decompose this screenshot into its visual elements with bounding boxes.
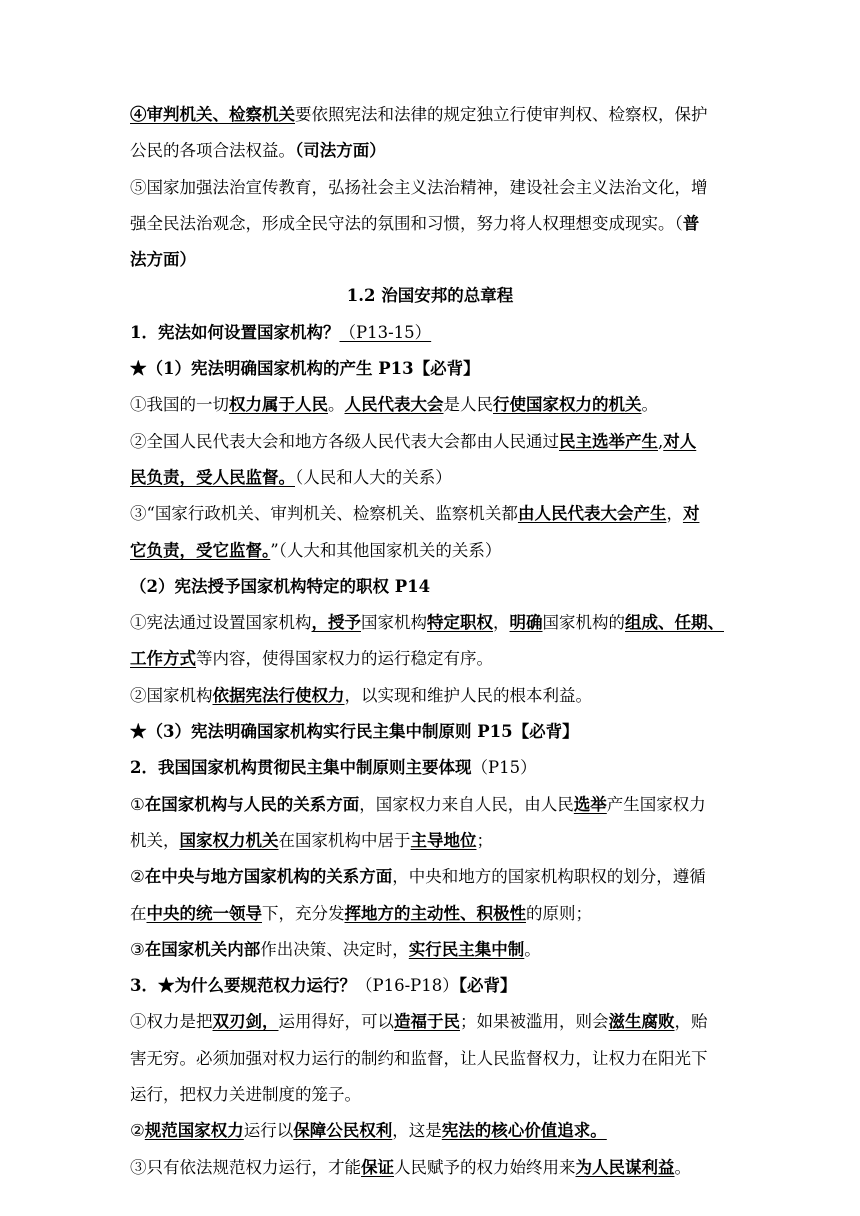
emphasis-span: 权力属于人民 bbox=[229, 395, 328, 415]
text-span: ”（人大和其他国家机关的关系） bbox=[270, 540, 502, 560]
text-span: 是人民 bbox=[443, 395, 493, 415]
emphasis-span: 选举 bbox=[573, 794, 607, 814]
text-span: 产生国家权力 bbox=[606, 794, 706, 814]
text-span: ，中央和地方的国家机构职权的划分，遵循 bbox=[392, 867, 706, 887]
emphasis-span: 普 bbox=[682, 213, 700, 233]
text-span: 下，充分发 bbox=[262, 903, 345, 923]
text-span: 运用得好，可以 bbox=[278, 1012, 394, 1032]
text-line bbox=[130, 170, 730, 206]
text-span: ⑤国家加强法治宣传教育，弘扬社会主义法治精神，建设社会主义法治文化，增 bbox=[130, 177, 708, 197]
emphasis-span: 规范国家权力 bbox=[144, 1121, 244, 1141]
emphasis-span: （司法方面） bbox=[295, 141, 386, 161]
emphasis-span: 由人民代表大会产生 bbox=[517, 504, 667, 524]
emphasis-span: 3．★为什么要规范权力运行？ bbox=[130, 976, 356, 996]
text-line bbox=[130, 605, 730, 641]
text-line bbox=[130, 569, 730, 605]
text-line bbox=[130, 1150, 730, 1186]
emphasis-span: 国家权力机关 bbox=[179, 830, 279, 850]
text-span: ②全国人民代表大会和地方各级人民代表大会都由人民通过 bbox=[130, 431, 559, 451]
text-span: ，贻 bbox=[674, 1012, 708, 1032]
text-line bbox=[130, 678, 730, 714]
text-line bbox=[130, 641, 730, 677]
text-span: 作出决策、决定时， bbox=[260, 939, 409, 959]
emphasis-span: 双刃剑， bbox=[212, 1012, 279, 1032]
emphasis-span: 宪法的核心价值追求。 bbox=[441, 1121, 607, 1141]
emphasis-span: 滋生腐败 bbox=[608, 1012, 675, 1032]
text-span: 要依照宪法和法律的规定独立行使审判权、检察权，保护 bbox=[295, 105, 708, 124]
emphasis-span: 保障公民权利 bbox=[293, 1121, 393, 1141]
emphasis-span: ★（1）宪法明确国家机构的产生 P13【必背】 bbox=[130, 359, 480, 379]
emphasis-span: 中央的统一领导 bbox=[146, 903, 262, 923]
emphasis-span: 明确 bbox=[509, 613, 543, 633]
text-span: （人民和人大的关系） bbox=[295, 467, 452, 487]
text-span: 强全民法治观念，形成全民守法的氛围和习惯，努力将人权理想变成现实。（ bbox=[130, 213, 683, 233]
text-span: , bbox=[658, 431, 664, 451]
emphasis-span: 挥地方的主动性、积极性 bbox=[344, 903, 526, 923]
text-span: 机关， bbox=[130, 830, 180, 850]
emphasis-span: 1．宪法如何设置国家机构？ bbox=[130, 322, 340, 342]
document-page bbox=[130, 97, 730, 1186]
text-line bbox=[130, 496, 730, 532]
emphasis-span: 对人 bbox=[663, 431, 697, 451]
text-span: 。 bbox=[524, 939, 541, 959]
text-line bbox=[130, 97, 730, 133]
text-line bbox=[130, 460, 730, 496]
text-span: ①权力是把 bbox=[130, 1012, 213, 1032]
text-line bbox=[130, 387, 730, 423]
emphasis-span: 它负责，受它监督。 bbox=[130, 540, 271, 560]
text-span: 人民赋予的权力始终用来 bbox=[394, 1157, 576, 1177]
text-span: 公民的各项合法权益。 bbox=[130, 141, 295, 161]
emphasis-span: 在国家机关内部 bbox=[144, 939, 261, 959]
text-line bbox=[130, 206, 730, 242]
text-line bbox=[130, 1004, 730, 1040]
text-line bbox=[130, 1113, 730, 1149]
text-span: 的原则； bbox=[526, 903, 592, 923]
emphasis-span: ★（3）宪法明确国家机构实行民主集中制原则 P15【必背】 bbox=[130, 722, 579, 742]
text-line bbox=[130, 351, 730, 387]
text-span: 国家机构 bbox=[361, 613, 427, 633]
text-span: ① bbox=[130, 794, 145, 814]
emphasis-span: 依据宪法行使权力 bbox=[212, 685, 345, 705]
text-line bbox=[130, 133, 730, 169]
emphasis-span: ④审判机关、检察机关 bbox=[130, 105, 295, 124]
section-heading bbox=[130, 278, 730, 314]
emphasis-span: 特定职权 bbox=[427, 613, 493, 633]
text-span: 运行以 bbox=[243, 1121, 294, 1141]
text-span: ， bbox=[493, 613, 510, 633]
text-span: （P16-P18） bbox=[355, 976, 459, 996]
text-span: ③只有依法规范权力运行，才能 bbox=[130, 1157, 361, 1177]
text-span: ； bbox=[476, 830, 493, 850]
text-span: ②国家机构 bbox=[130, 685, 213, 705]
text-line bbox=[130, 859, 730, 895]
text-span: 在国家机构中居于 bbox=[278, 830, 411, 850]
text-line bbox=[130, 932, 730, 968]
emphasis-span: 保证 bbox=[361, 1157, 394, 1177]
text-line bbox=[130, 896, 730, 932]
text-span: ①我国的一切 bbox=[130, 395, 229, 415]
emphasis-span: 法方面） bbox=[130, 250, 196, 270]
text-span: 等内容，使得国家权力的运行稳定有序。 bbox=[196, 649, 493, 669]
text-span: 国家机构的 bbox=[542, 613, 625, 633]
emphasis-span: 对 bbox=[682, 504, 700, 524]
text-line bbox=[130, 533, 730, 569]
emphasis-span: ，授予 bbox=[311, 613, 361, 633]
text-span: 。 bbox=[674, 1157, 691, 1177]
text-span: ③“国家行政机关、审判机关、检察机关、监察机关都 bbox=[130, 504, 518, 524]
emphasis-span: （2）宪法授予国家机构特定的职权 P14 bbox=[130, 576, 431, 596]
text-line bbox=[130, 1041, 730, 1077]
emphasis-span: 实行民主集中制 bbox=[408, 939, 525, 959]
emphasis-span: 在国家机构与人民的关系方面 bbox=[144, 794, 360, 814]
text-line bbox=[130, 315, 730, 351]
emphasis-span: 为人民谋利益 bbox=[575, 1157, 675, 1177]
text-line bbox=[130, 823, 730, 859]
text-line bbox=[130, 714, 730, 750]
emphasis-span: 民主选举产生 bbox=[559, 431, 658, 451]
emphasis-span: 造福于民 bbox=[394, 1012, 460, 1032]
emphasis-span: 工作方式 bbox=[130, 649, 196, 669]
text-line bbox=[130, 424, 730, 460]
text-span: 在 bbox=[130, 903, 147, 923]
text-line bbox=[130, 787, 730, 823]
text-line bbox=[130, 968, 730, 1004]
text-span: ③ bbox=[130, 939, 145, 959]
emphasis-span: 民负责，受人民监督。 bbox=[130, 467, 295, 487]
emphasis-span: 在中央与地方国家机构的关系方面 bbox=[144, 867, 393, 887]
text-span: ，国家权力来自人民，由人民 bbox=[359, 794, 574, 814]
text-span: 。 bbox=[641, 395, 658, 415]
emphasis-span: 1.2 治国安邦的总章程 bbox=[346, 286, 514, 306]
text-span: ② bbox=[130, 867, 145, 887]
emphasis-span: （P13-15） bbox=[339, 322, 432, 342]
text-line bbox=[130, 1077, 730, 1113]
text-span: ；如果被滥用，则会 bbox=[460, 1012, 609, 1032]
text-span: ，这是 bbox=[392, 1121, 442, 1141]
text-span: 运行，把权力关进制度的笼子。 bbox=[130, 1085, 361, 1105]
text-line bbox=[130, 750, 730, 786]
text-span: 。 bbox=[328, 395, 345, 415]
emphasis-span: 【必背】 bbox=[458, 976, 517, 996]
text-span: ，以实现和维护人民的根本利益。 bbox=[344, 685, 592, 705]
text-span: 害无穷。必须加强对权力运行的制约和监督，让人民监督权力，让权力在阳光下 bbox=[130, 1048, 708, 1068]
emphasis-span: 2．我国国家机构贯彻民主集中制原则主要体现 bbox=[130, 758, 472, 778]
text-span: （P15） bbox=[471, 758, 537, 778]
text-span: ①宪法通过设置国家机构 bbox=[130, 613, 312, 633]
text-line bbox=[130, 242, 730, 278]
emphasis-span: 行使国家权力的机关 bbox=[493, 395, 642, 415]
emphasis-span: 人民代表大会 bbox=[344, 395, 444, 415]
emphasis-span: 组成、任期、 bbox=[625, 613, 724, 633]
text-span: ② bbox=[130, 1121, 145, 1141]
text-span: ， bbox=[666, 504, 683, 524]
emphasis-span: 主导地位 bbox=[410, 830, 477, 850]
